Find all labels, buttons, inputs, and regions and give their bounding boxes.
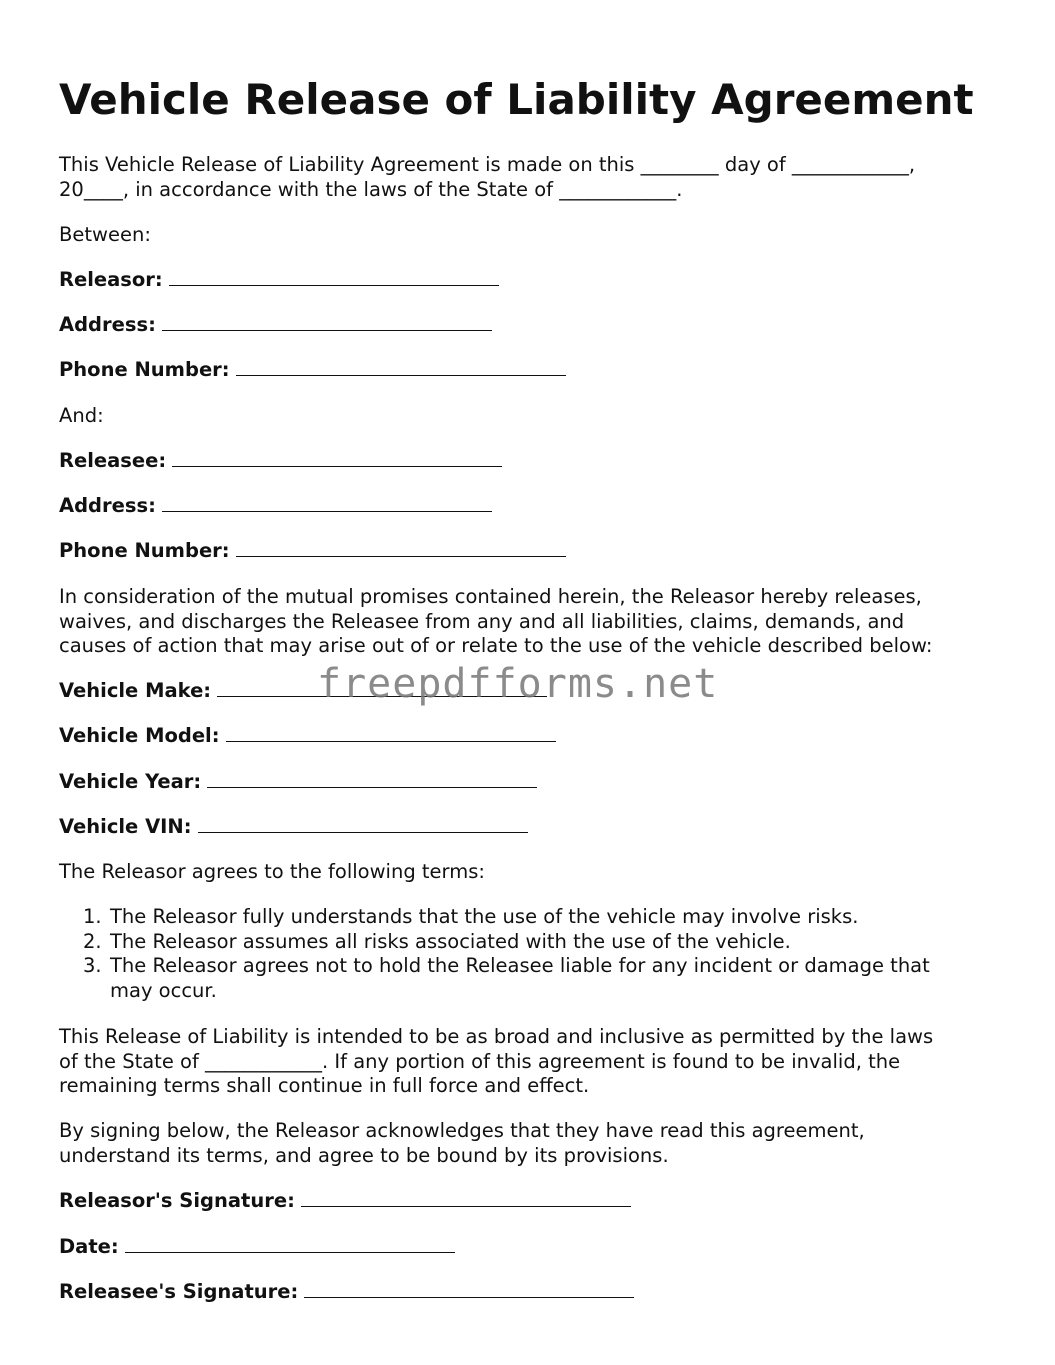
document-title: Vehicle Release of Liability Agreement (59, 75, 974, 124)
term-text: The Releasor fully understands that the use of the vehicle may involve risks. (110, 905, 859, 928)
intro-paragraph (59, 153, 915, 202)
vehicle-vin-label: Vehicle VIN: (59, 815, 192, 838)
term-text: The Releasor agrees not to hold the Releasee liable for any incident or damage that (110, 954, 930, 977)
vehicle-model-blank[interactable] (226, 740, 556, 742)
consideration-line-1: In consideration of the mutual promises contained herein, the Releasor hereby releases, (59, 585, 922, 608)
releasee-address-field (59, 494, 492, 519)
consideration-line-2: waives, and discharges the Releasee from any and all liabilities, claims, demands, and (59, 609, 905, 633)
date-label: Date: (59, 1235, 119, 1258)
acknowledgment-paragraph (59, 1119, 865, 1168)
vehicle-model-field (59, 724, 556, 749)
releasee-signature-blank[interactable] (304, 1296, 634, 1298)
acknowledgment-line-2: understand its terms, and agree to be bound by its provisions. (59, 1143, 669, 1167)
term-text-continued: may occur. (110, 978, 217, 1002)
acknowledgment-line-1: By signing below, the Releasor acknowledges that they have read this agreement, (59, 1119, 865, 1142)
term-text: The Releasor assumes all risks associated with the use of the vehicle. (110, 929, 791, 953)
releasee-name-blank[interactable] (172, 465, 502, 467)
releasee-phone-blank[interactable] (236, 555, 566, 557)
releasee-name-field (59, 449, 502, 474)
releasee-signature-label: Releasee's Signature: (59, 1280, 299, 1303)
and-label: And: (59, 404, 104, 427)
releasee-signature-field (59, 1280, 634, 1305)
releasor-name-label: Releasor: (59, 268, 163, 291)
releasee-phone-label: Phone Number: (59, 539, 230, 562)
term-number: 3. (83, 954, 102, 977)
vehicle-model-label: Vehicle Model: (59, 724, 220, 747)
vehicle-year-field (59, 770, 537, 795)
releasor-phone-field (59, 358, 566, 383)
terms-intro: The Releasor agrees to the following terms: (59, 860, 485, 883)
consideration-line-3: causes of action that may arise out of or relate to the use of the vehicle described below: (59, 634, 933, 657)
term-number: 2. (83, 929, 102, 953)
releasor-address-blank[interactable] (162, 329, 492, 331)
releasor-signature-field (59, 1189, 631, 1214)
releasor-phone-label: Phone Number: (59, 358, 230, 381)
consideration-paragraph (59, 585, 932, 659)
vehicle-vin-blank[interactable] (198, 831, 528, 833)
date-field (59, 1235, 455, 1260)
list-item (59, 954, 930, 1003)
scope-line-1: This Release of Liability is intended to be as broad and inclusive as permitted by the laws (59, 1025, 934, 1048)
watermark-text: freepdfforms.net (317, 661, 719, 707)
vehicle-year-label: Vehicle Year: (59, 770, 202, 793)
scope-paragraph (59, 1025, 933, 1099)
intro-line-1: This Vehicle Release of Liability Agreement is made on this ________ day of ____________, (59, 153, 916, 176)
vehicle-year-blank[interactable] (207, 786, 537, 788)
list-item (59, 930, 930, 955)
releasee-address-blank[interactable] (162, 510, 492, 512)
releasor-signature-label: Releasor's Signature: (59, 1189, 295, 1212)
scope-line-3: remaining terms shall continue in full force and effect. (59, 1074, 590, 1097)
releasee-phone-field (59, 539, 566, 564)
releasor-address-label: Address: (59, 313, 156, 336)
vehicle-vin-field (59, 815, 528, 840)
releasor-address-field (59, 313, 492, 338)
intro-line-2: 20____, in accordance with the laws of the State of ____________. (59, 177, 683, 201)
term-number: 1. (83, 905, 102, 928)
releasor-name-field (59, 268, 499, 293)
list-item (59, 905, 930, 930)
releasor-signature-blank[interactable] (301, 1205, 631, 1207)
between-label: Between: (59, 223, 151, 246)
date-blank[interactable] (125, 1251, 455, 1253)
releasee-address-label: Address: (59, 494, 156, 517)
releasee-name-label: Releasee: (59, 449, 167, 472)
releasor-phone-blank[interactable] (236, 374, 566, 376)
vehicle-make-label: Vehicle Make: (59, 679, 212, 702)
releasor-name-blank[interactable] (169, 284, 499, 286)
scope-line-2: of the State of ____________. If any portion of this agreement is found to be invalid, the (59, 1049, 901, 1073)
terms-list (59, 905, 930, 1003)
